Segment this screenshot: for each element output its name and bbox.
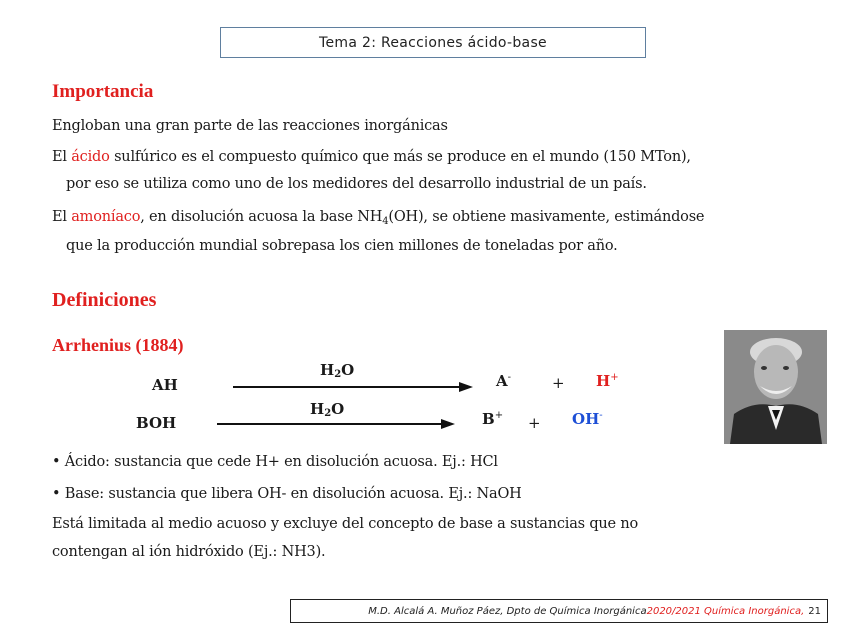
eq2-product-2 (572, 410, 603, 428)
eq2-product-1-symbol: B (482, 410, 495, 428)
eq2-product-1 (482, 410, 503, 428)
footer-course: 2020/2021 Química Inorgánica, (646, 605, 805, 617)
heading-importancia: Importancia (52, 81, 154, 102)
portrait-drawing (724, 330, 827, 444)
note-line-1: Está limitada al medio acuoso y excluye del concepto de base a sustancias que no (52, 516, 639, 532)
bullet-acido: • Ácido: sustancia que cede H+ en disolución acuosa. Ej.: HCl (52, 454, 498, 470)
p3-mid: , en disolución acuosa la base NH (140, 209, 383, 225)
p3-post: (OH), se obtiene masivamente, estimándose (388, 209, 705, 225)
eq2-product-2-symbol: OH (572, 410, 600, 428)
eq1-arrow (233, 381, 473, 393)
eq1-solvent (320, 361, 354, 380)
eq2-reactant: BOH (136, 414, 177, 432)
eq2-plus: + (528, 414, 541, 432)
subheading-arrhenius: Arrhenius (1884) (52, 335, 184, 355)
eq1-product-1 (496, 372, 511, 390)
bullet-base: • Base: sustancia que libera OH- en disolución acuosa. Ej.: NaOH (52, 486, 522, 502)
eq1-product-1-charge: - (507, 372, 512, 383)
footer-page-number: 21 (808, 605, 821, 617)
eq1-solvent-o: O (341, 361, 355, 379)
eq2-solvent (310, 400, 344, 419)
eq1-product-1-symbol: A (496, 372, 508, 390)
slide-title: Tema 2: Reacciones ácido-base (220, 27, 646, 58)
p3-pre: El (52, 209, 72, 225)
acido-highlight: ácido (71, 149, 110, 165)
eq1-solvent-h: H (320, 361, 335, 379)
importancia-paragraph-3 (52, 209, 704, 227)
p2-post: sulfúrico es el compuesto químico que más se produce en el mundo (150 MTon), (109, 149, 691, 165)
importancia-paragraph-3-line-2: que la producción mundial sobrepasa los cien millones de toneladas por año. (66, 238, 618, 254)
amoniaco-highlight: amoníaco (71, 209, 141, 225)
eq1-product-2-symbol: H (596, 372, 611, 390)
eq1-product-2-charge: + (610, 372, 619, 383)
footer-author: M.D. Alcalá A. Muñoz Páez, Dpto de Química Inorgánica (368, 605, 647, 617)
eq2-product-2-charge: - (599, 410, 603, 421)
p3-subscript: 4 (382, 216, 389, 227)
eq1-solvent-sub: 2 (334, 369, 342, 380)
eq2-solvent-o: O (331, 400, 345, 418)
eq1-reactant: AH (152, 376, 178, 394)
eq2-product-1-charge: + (494, 410, 504, 421)
importancia-paragraph-2 (52, 149, 691, 165)
eq2-arrow (217, 418, 457, 430)
portrait-photo (724, 330, 827, 444)
importancia-line-1: Engloban una gran parte de las reacciones inorgánicas (52, 118, 448, 134)
footer (290, 599, 828, 623)
eq2-solvent-sub: 2 (324, 408, 332, 419)
eq1-plus: + (552, 374, 565, 392)
eq2-solvent-h: H (310, 400, 325, 418)
importancia-paragraph-2-line-2: por eso se utiliza como uno de los medidores del desarrollo industrial de un país. (66, 176, 647, 192)
eq1-product-2 (596, 372, 619, 390)
p2-pre: El (52, 149, 72, 165)
note-line-2: contengan al ión hidróxido (Ej.: NH3). (52, 544, 326, 560)
heading-definiciones: Definiciones (52, 289, 157, 311)
